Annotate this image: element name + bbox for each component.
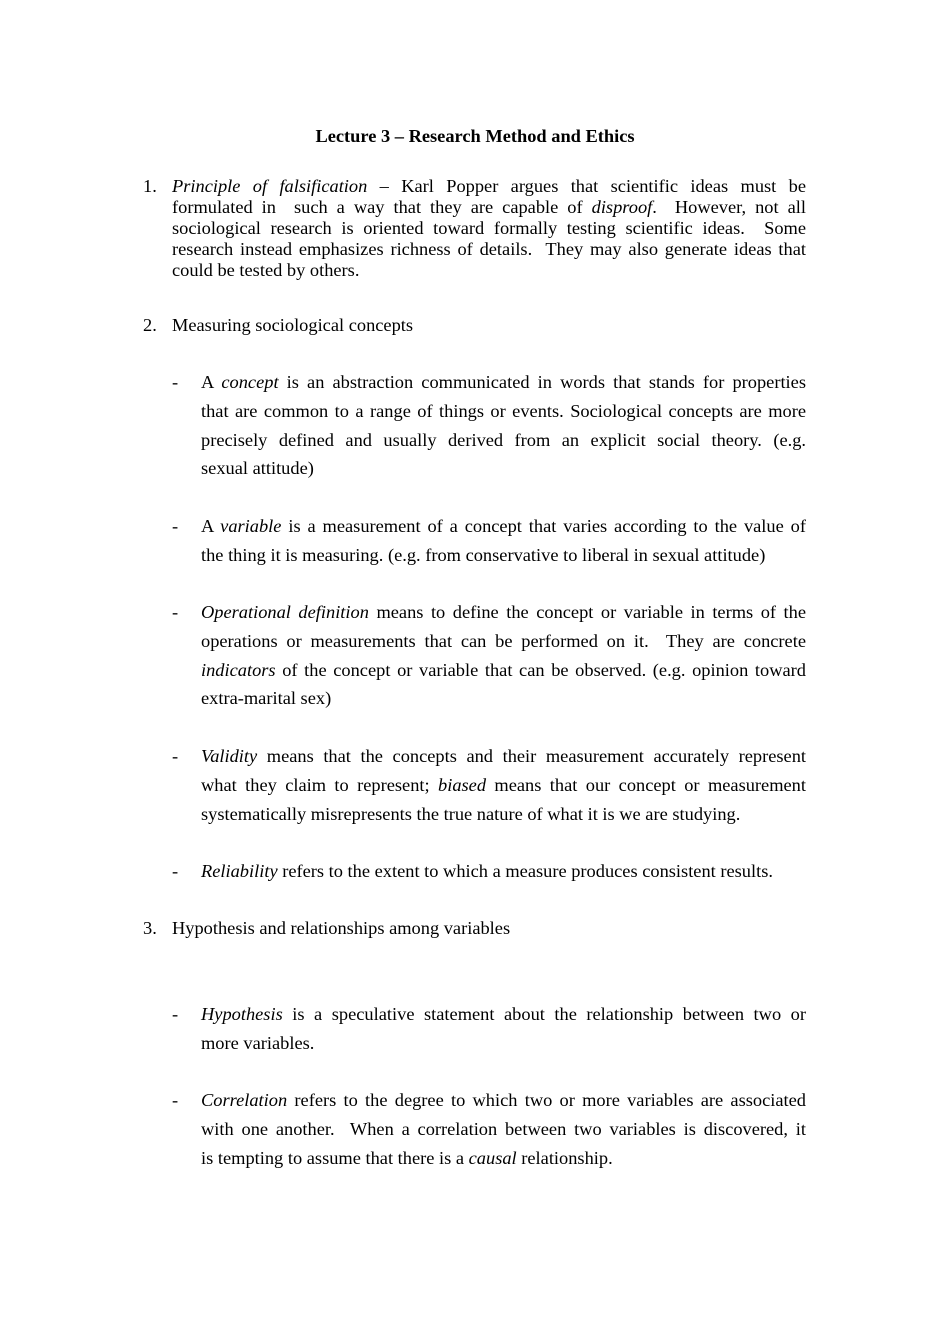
bullet-marker: -: [172, 602, 179, 622]
text-line: [201, 397, 806, 426]
text-line: [201, 627, 806, 656]
text-run: extra-marital sex): [201, 688, 332, 709]
text-line: [201, 598, 806, 627]
section-1-paragraph: [172, 176, 806, 281]
text-line: [201, 1086, 806, 1115]
text-line: [201, 1000, 806, 1029]
text-line: [172, 218, 806, 239]
text-run: is a speculative statement about the relationship between two or: [282, 1004, 806, 1024]
italic-term: Principle of falsification: [172, 176, 368, 196]
text-run: with one another. When a correlation between two variables is discovered, it: [201, 1118, 806, 1139]
text-line: [201, 1144, 806, 1173]
text-run: means to define the concept or variable in terms of the: [368, 602, 807, 622]
italic-term: causal: [468, 1147, 517, 1168]
bullet-marker: -: [172, 1004, 179, 1024]
text-line: [201, 857, 806, 886]
text-run: the thing it is measuring. (e.g. from conservative to liberal in sexual attitude): [201, 544, 766, 565]
text-run: A: [201, 372, 222, 392]
text-line: [201, 1029, 806, 1058]
text-run: refers to the extent to which a measure produces consistent results.: [277, 861, 773, 881]
text-run: formulated in such a way that they are capable of: [172, 197, 592, 217]
italic-term: biased: [438, 774, 487, 795]
text-run: means that the concepts and their measurement accurately represent: [257, 746, 806, 766]
text-run: of the concept or variable that can be observed. (e.g. opinion toward: [275, 659, 806, 680]
section-number: 1.: [143, 176, 157, 196]
text-run: . However, not all: [652, 197, 806, 217]
text-run: systematically misrepresents the true nature of what it is we are studying.: [201, 803, 741, 824]
text-run: A: [201, 516, 221, 536]
italic-term: concept: [221, 372, 279, 392]
section-number: 3.: [143, 918, 157, 938]
text-run: is a measurement of a concept that varies according to the value of: [281, 516, 806, 536]
bullet-marker: -: [172, 861, 179, 881]
text-line: [172, 239, 806, 260]
italic-term: indicators: [201, 659, 276, 680]
text-line: [172, 197, 806, 218]
italic-term: Reliability: [201, 861, 278, 881]
text-run: is an abstraction communicated in words that stands for properties: [278, 372, 806, 392]
text-line: [201, 454, 806, 483]
italic-term: Validity: [201, 746, 258, 766]
text-line: [201, 656, 806, 685]
text-line: [201, 541, 806, 570]
section-heading: Hypothesis and relationships among variables: [172, 918, 511, 938]
page-title: Lecture 3 – Research Method and Ethics: [315, 126, 635, 146]
text-line: [172, 260, 806, 281]
bullet-variable: [201, 512, 806, 570]
bullet-hypothesis: [201, 1000, 806, 1058]
bullet-reliability: [201, 857, 806, 886]
text-run: sexual attitude): [201, 458, 314, 479]
text-run: that are common to a range of things or events. Sociological concepts are more: [201, 400, 806, 421]
italic-term: Correlation: [201, 1090, 288, 1110]
italic-term: Hypothesis: [201, 1004, 283, 1024]
bullet-marker: -: [172, 372, 179, 392]
text-run: – Karl Popper argues that scientific ideas must be: [367, 176, 806, 196]
bullet-concept: [201, 368, 806, 483]
text-run: could be tested by others.: [172, 260, 360, 280]
text-line: [201, 512, 806, 541]
text-run: research instead emphasizes richness of details. They may also generate ideas that: [172, 239, 806, 259]
text-run: relationship.: [516, 1147, 613, 1168]
section-number: 2.: [143, 315, 157, 335]
text-run: means that our concept or measurement: [486, 774, 806, 795]
bullet-marker: -: [172, 746, 179, 766]
italic-term: disproof: [591, 197, 653, 217]
section-heading: Measuring sociological concepts: [172, 315, 414, 335]
italic-term: Operational definition: [201, 602, 369, 622]
italic-term: variable: [220, 516, 282, 536]
text-run: sociological research is oriented toward formally testing scientific ideas. Some: [172, 218, 806, 238]
text-line: [201, 742, 806, 771]
text-run: operations or measurements that can be performed on it. They are concrete: [201, 630, 806, 651]
text-line: [201, 771, 806, 800]
text-run: refers to the degree to which two or more variables are associated: [287, 1090, 806, 1110]
text-line: [201, 684, 806, 713]
bullet-operational-definition: [201, 598, 806, 713]
bullet-marker: -: [172, 1090, 179, 1110]
text-run: what they claim to represent;: [201, 774, 439, 795]
text-run: precisely defined and usually derived from an explicit social theory. (e.g.: [201, 429, 806, 450]
text-run: more variables.: [201, 1032, 315, 1053]
bullet-correlation: [201, 1086, 806, 1172]
bullet-validity: [201, 742, 806, 828]
text-line: [201, 426, 806, 455]
text-line: [201, 368, 806, 397]
text-line: [201, 1115, 806, 1144]
text-line: [172, 176, 806, 197]
text-line: [201, 800, 806, 829]
text-run: is tempting to assume that there is a: [201, 1147, 469, 1168]
bullet-marker: -: [172, 516, 179, 536]
